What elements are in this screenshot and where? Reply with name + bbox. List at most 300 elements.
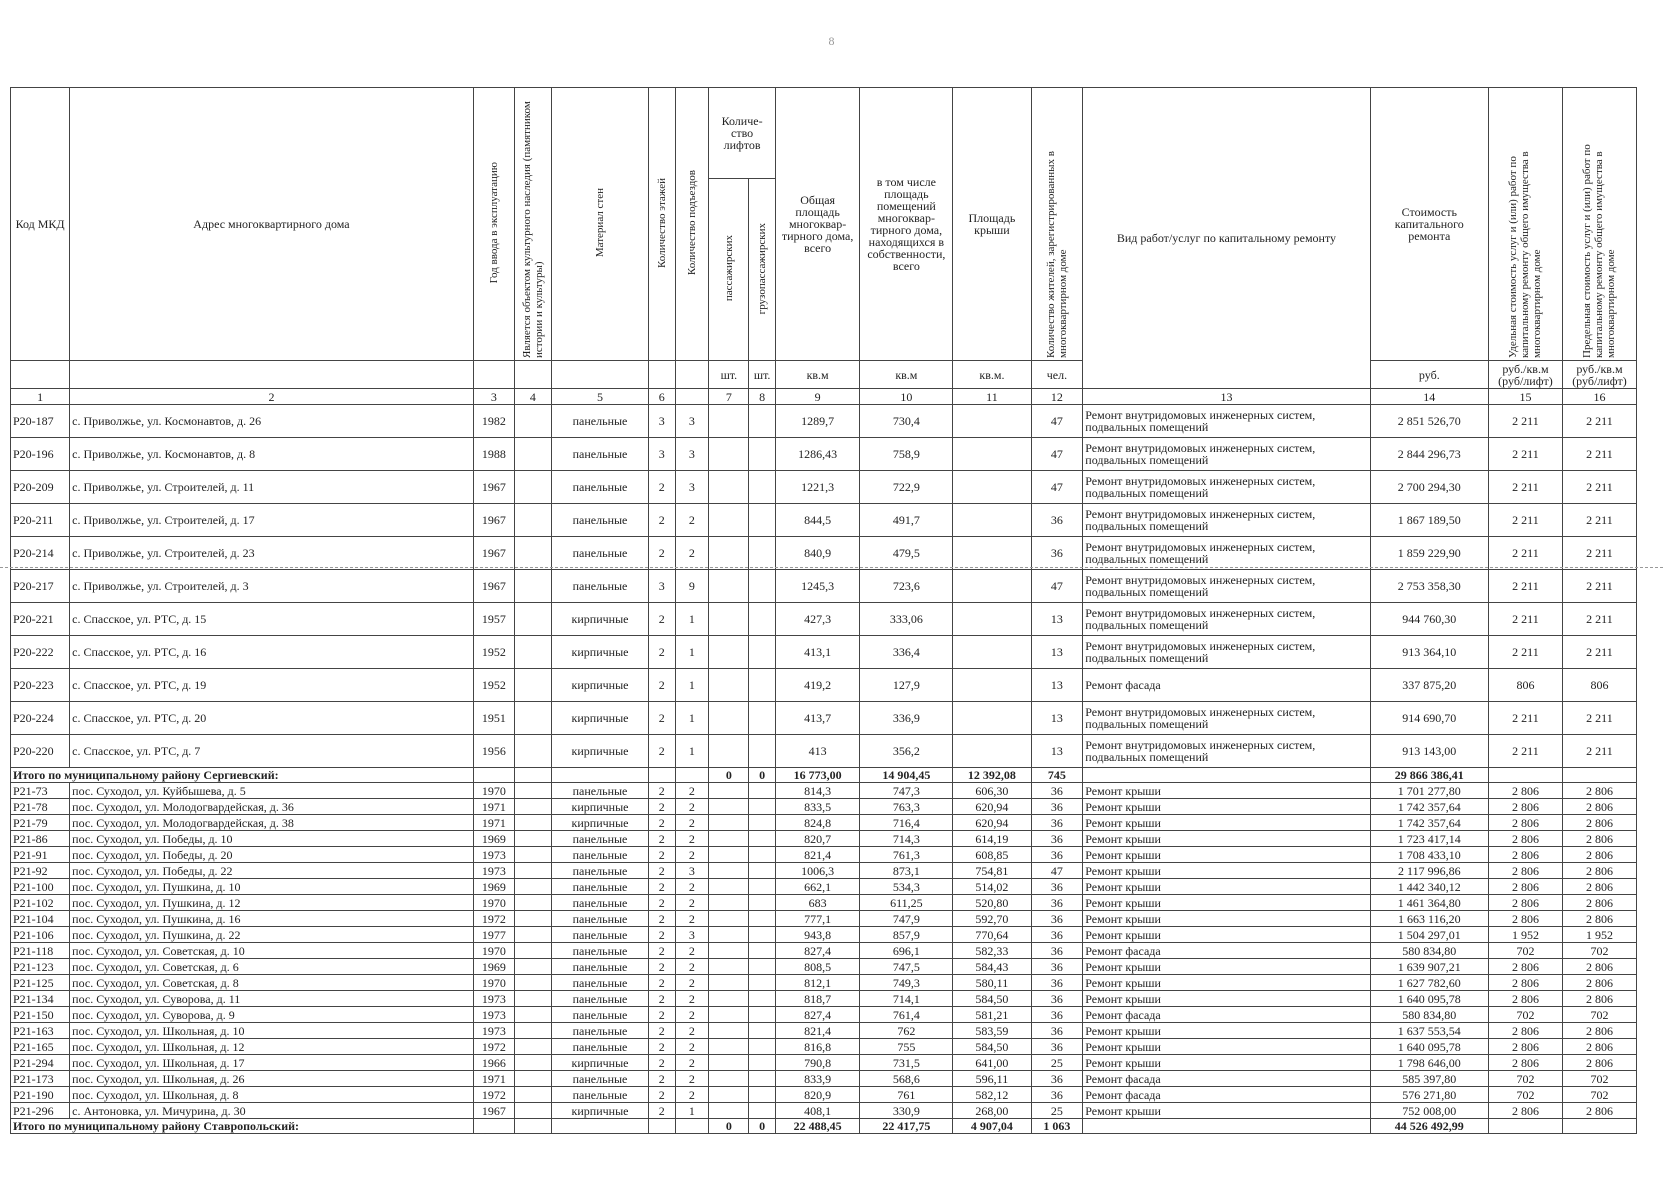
cell-roof-area: 268,00 bbox=[953, 1103, 1031, 1119]
cell-roof-area: 608,85 bbox=[953, 847, 1031, 863]
cell-residents: 36 bbox=[1031, 991, 1083, 1007]
cell-residents: 36 bbox=[1031, 537, 1083, 570]
cell-owned-area: 336,9 bbox=[860, 702, 953, 735]
cell-cost: 944 760,30 bbox=[1370, 603, 1488, 636]
cell-cargo-lifts bbox=[749, 1103, 775, 1119]
cell-year: 1969 bbox=[473, 879, 514, 895]
cell-year: 1970 bbox=[473, 783, 514, 799]
header-owned-area: в том числе площадь помещений многоквар-тирного дома, находящихся в собственности, всего bbox=[860, 88, 953, 361]
cell-entrances: 2 bbox=[675, 1071, 709, 1087]
total-empty bbox=[551, 768, 648, 783]
cell-heritage bbox=[514, 702, 551, 735]
cell-wall-material: панельные bbox=[551, 895, 648, 911]
cell-cost: 2 700 294,30 bbox=[1370, 471, 1488, 504]
table-row bbox=[11, 975, 1637, 991]
cell-work-type: Ремонт крыши bbox=[1083, 863, 1370, 879]
cell-heritage bbox=[514, 1007, 551, 1023]
cell-passenger-lifts bbox=[709, 438, 749, 471]
cell-entrances: 1 bbox=[675, 702, 709, 735]
cell-passenger-lifts bbox=[709, 1087, 749, 1103]
cell-code: Р21-91 bbox=[11, 847, 70, 863]
cell-passenger-lifts bbox=[709, 669, 749, 702]
column-number-row bbox=[11, 389, 1637, 405]
cell-code: Р20-187 bbox=[11, 405, 70, 438]
cell-cargo-lifts bbox=[749, 1055, 775, 1071]
cell-year: 1982 bbox=[473, 405, 514, 438]
cell-unit-cost: 2 211 bbox=[1488, 636, 1562, 669]
cell-work-type: Ремонт внутридомовых инженерных систем, подвальных помещений bbox=[1083, 537, 1370, 570]
cell-code: Р20-223 bbox=[11, 669, 70, 702]
cell-year: 1970 bbox=[473, 895, 514, 911]
total-row bbox=[11, 768, 1637, 783]
cell-work-type: Ремонт крыши bbox=[1083, 895, 1370, 911]
cell-residents: 47 bbox=[1031, 471, 1083, 504]
cell-passenger-lifts bbox=[709, 1039, 749, 1055]
cell-entrances: 2 bbox=[675, 975, 709, 991]
column-number: 3 bbox=[473, 389, 514, 405]
cell-passenger-lifts bbox=[709, 471, 749, 504]
cell-entrances: 3 bbox=[675, 863, 709, 879]
cell-cost: 1 798 646,00 bbox=[1370, 1055, 1488, 1071]
cell-owned-area: 356,2 bbox=[860, 735, 953, 768]
cell-limit-cost: 1 952 bbox=[1562, 927, 1636, 943]
cell-work-type: Ремонт внутридомовых инженерных систем, подвальных помещений bbox=[1083, 570, 1370, 603]
table-row bbox=[11, 405, 1637, 438]
cell-cost: 1 663 116,20 bbox=[1370, 911, 1488, 927]
cell-passenger-lifts bbox=[709, 636, 749, 669]
cell-year: 1973 bbox=[473, 991, 514, 1007]
cell-code: Р21-163 bbox=[11, 1023, 70, 1039]
cell-total-area: 683 bbox=[775, 895, 860, 911]
cell-cost: 1 867 189,50 bbox=[1370, 504, 1488, 537]
cell-residents: 13 bbox=[1031, 669, 1083, 702]
cell-passenger-lifts bbox=[709, 991, 749, 1007]
cell-cost: 2 844 296,73 bbox=[1370, 438, 1488, 471]
cell-address: с. Спасское, ул. РТС, д. 7 bbox=[70, 735, 474, 768]
header-unit-cost: Удельная стоимость услуг и (или) работ по капитальному ремонту общего имущества в многоквартирном доме bbox=[1507, 151, 1544, 358]
cell-work-type: Ремонт фасада bbox=[1083, 669, 1370, 702]
cell-unit-cost: 2 806 bbox=[1488, 879, 1562, 895]
cell-passenger-lifts bbox=[709, 702, 749, 735]
cell-unit-cost: 2 211 bbox=[1488, 471, 1562, 504]
cell-limit-cost: 2 806 bbox=[1562, 911, 1636, 927]
cell-year: 1988 bbox=[473, 438, 514, 471]
cell-cost: 1 859 229,90 bbox=[1370, 537, 1488, 570]
cell-work-type: Ремонт крыши bbox=[1083, 959, 1370, 975]
cell-heritage bbox=[514, 735, 551, 768]
column-number: 11 bbox=[953, 389, 1031, 405]
cell-entrances: 2 bbox=[675, 1023, 709, 1039]
cell-roof-area: 584,43 bbox=[953, 959, 1031, 975]
table-row bbox=[11, 1087, 1637, 1103]
cell-work-type: Ремонт внутридомовых инженерных систем, подвальных помещений bbox=[1083, 438, 1370, 471]
cell-roof-area bbox=[953, 570, 1031, 603]
cell-roof-area bbox=[953, 504, 1031, 537]
cell-year: 1952 bbox=[473, 669, 514, 702]
cell-cargo-lifts bbox=[749, 783, 775, 799]
cell-unit-cost: 2 806 bbox=[1488, 959, 1562, 975]
cell-cargo-lifts bbox=[749, 504, 775, 537]
cell-unit-cost: 2 211 bbox=[1488, 537, 1562, 570]
cell-year: 1967 bbox=[473, 471, 514, 504]
cell-total-area: 821,4 bbox=[775, 1023, 860, 1039]
cell-wall-material: кирпичные bbox=[551, 815, 648, 831]
cell-work-type: Ремонт крыши bbox=[1083, 991, 1370, 1007]
cell-address: пос. Суходол, ул. Молодогвардейская, д. 36 bbox=[70, 799, 474, 815]
cell-roof-area bbox=[953, 405, 1031, 438]
header-code: Код МКД bbox=[11, 88, 70, 361]
cell-address: пос. Суходол, ул. Советская, д. 6 bbox=[70, 959, 474, 975]
cell-floors: 2 bbox=[649, 735, 675, 768]
cell-heritage bbox=[514, 1103, 551, 1119]
cell-entrances: 2 bbox=[675, 943, 709, 959]
total-label: Итого по муниципальному району Ставропольский: bbox=[11, 1119, 474, 1134]
cell-code: Р21-190 bbox=[11, 1087, 70, 1103]
unit-limit-cost: руб./кв.м (руб/лифт) bbox=[1562, 361, 1636, 389]
cell-limit-cost: 2 806 bbox=[1562, 815, 1636, 831]
cell-entrances: 3 bbox=[675, 471, 709, 504]
cell-floors: 2 bbox=[649, 831, 675, 847]
column-number: 4 bbox=[514, 389, 551, 405]
cell-work-type: Ремонт крыши bbox=[1083, 831, 1370, 847]
cell-unit-cost: 2 806 bbox=[1488, 799, 1562, 815]
cell-wall-material: кирпичные bbox=[551, 603, 648, 636]
cell-roof-area bbox=[953, 471, 1031, 504]
cell-unit-cost: 2 211 bbox=[1488, 438, 1562, 471]
cell-floors: 2 bbox=[649, 927, 675, 943]
cell-heritage bbox=[514, 603, 551, 636]
column-number: 13 bbox=[1083, 389, 1370, 405]
cell-address: пос. Суходол, ул. Пушкина, д. 10 bbox=[70, 879, 474, 895]
cell-entrances: 2 bbox=[675, 1007, 709, 1023]
cell-wall-material: панельные bbox=[551, 863, 648, 879]
cell-wall-material: панельные bbox=[551, 783, 648, 799]
cell-wall-material: панельные bbox=[551, 943, 648, 959]
cell-total-area: 777,1 bbox=[775, 911, 860, 927]
unit-total-area: кв.м bbox=[775, 361, 860, 389]
cell-total-area: 808,5 bbox=[775, 959, 860, 975]
cell-address: с. Спасское, ул. РТС, д. 15 bbox=[70, 603, 474, 636]
cell-owned-area: 127,9 bbox=[860, 669, 953, 702]
cell-address: с. Спасское, ул. РТС, д. 20 bbox=[70, 702, 474, 735]
cell-heritage bbox=[514, 943, 551, 959]
cell-total-area: 1006,3 bbox=[775, 863, 860, 879]
cell-floors: 3 bbox=[649, 438, 675, 471]
unit-passenger: шт. bbox=[709, 361, 749, 389]
cell-address: пос. Суходол, ул. Куйбышева, д. 5 bbox=[70, 783, 474, 799]
cell-entrances: 2 bbox=[675, 831, 709, 847]
cell-total-area: 833,5 bbox=[775, 799, 860, 815]
scan-artifact-line bbox=[0, 567, 1663, 568]
cell-total-area: 820,9 bbox=[775, 1087, 860, 1103]
cell-unit-cost: 2 806 bbox=[1488, 991, 1562, 1007]
cell-passenger-lifts bbox=[709, 799, 749, 815]
cell-code: Р20-221 bbox=[11, 603, 70, 636]
cell-work-type: Ремонт крыши bbox=[1083, 1103, 1370, 1119]
cell-cargo-lifts bbox=[749, 895, 775, 911]
cell-unit-cost: 2 211 bbox=[1488, 603, 1562, 636]
table-row bbox=[11, 537, 1637, 570]
cell-floors: 2 bbox=[649, 1103, 675, 1119]
cell-cargo-lifts bbox=[749, 1039, 775, 1055]
cell-cost: 580 834,80 bbox=[1370, 943, 1488, 959]
cell-owned-area: 873,1 bbox=[860, 863, 953, 879]
unit-unit-cost: руб./кв.м (руб/лифт) bbox=[1488, 361, 1562, 389]
cell-entrances: 2 bbox=[675, 783, 709, 799]
cell-work-type: Ремонт крыши bbox=[1083, 879, 1370, 895]
cell-total-area: 827,4 bbox=[775, 943, 860, 959]
table-row bbox=[11, 570, 1637, 603]
cell-total-area: 413,7 bbox=[775, 702, 860, 735]
cell-total-area: 408,1 bbox=[775, 1103, 860, 1119]
cell-work-type: Ремонт крыши bbox=[1083, 975, 1370, 991]
cell-code: Р21-78 bbox=[11, 799, 70, 815]
cell-residents: 36 bbox=[1031, 895, 1083, 911]
cell-cargo-lifts bbox=[749, 975, 775, 991]
column-number: 7 bbox=[709, 389, 749, 405]
cell-roof-area: 580,11 bbox=[953, 975, 1031, 991]
cell-total-area: 1221,3 bbox=[775, 471, 860, 504]
total-total-area: 16 773,00 bbox=[775, 768, 860, 783]
cell-unit-cost: 702 bbox=[1488, 1087, 1562, 1103]
cell-year: 1972 bbox=[473, 1039, 514, 1055]
total-empty bbox=[1562, 1119, 1636, 1134]
cell-wall-material: панельные bbox=[551, 570, 648, 603]
cell-code: Р21-86 bbox=[11, 831, 70, 847]
cell-cargo-lifts bbox=[749, 1071, 775, 1087]
total-owned-area: 22 417,75 bbox=[860, 1119, 953, 1134]
cell-work-type: Ремонт внутридомовых инженерных систем, подвальных помещений bbox=[1083, 405, 1370, 438]
unit-residents: чел. bbox=[1031, 361, 1083, 389]
cell-total-area: 427,3 bbox=[775, 603, 860, 636]
cell-residents: 36 bbox=[1031, 799, 1083, 815]
cell-cost: 913 143,00 bbox=[1370, 735, 1488, 768]
cell-entrances: 1 bbox=[675, 669, 709, 702]
cell-code: Р20-209 bbox=[11, 471, 70, 504]
cell-entrances: 9 bbox=[675, 570, 709, 603]
cell-year: 1973 bbox=[473, 1007, 514, 1023]
cell-address: с. Приволжье, ул. Строителей, д. 3 bbox=[70, 570, 474, 603]
cell-floors: 2 bbox=[649, 863, 675, 879]
cell-unit-cost: 702 bbox=[1488, 1071, 1562, 1087]
cell-limit-cost: 2 806 bbox=[1562, 975, 1636, 991]
cell-unit-cost: 702 bbox=[1488, 1007, 1562, 1023]
cell-entrances: 2 bbox=[675, 991, 709, 1007]
cell-unit-cost: 2 211 bbox=[1488, 504, 1562, 537]
total-cargo-lifts: 0 bbox=[749, 1119, 775, 1134]
column-number: 12 bbox=[1031, 389, 1083, 405]
cell-residents: 13 bbox=[1031, 636, 1083, 669]
cell-roof-area: 641,00 bbox=[953, 1055, 1031, 1071]
cell-passenger-lifts bbox=[709, 405, 749, 438]
cell-owned-area: 723,6 bbox=[860, 570, 953, 603]
column-number bbox=[675, 389, 709, 405]
cell-total-area: 824,8 bbox=[775, 815, 860, 831]
cell-roof-area bbox=[953, 603, 1031, 636]
cell-work-type: Ремонт крыши bbox=[1083, 911, 1370, 927]
total-passenger-lifts: 0 bbox=[709, 1119, 749, 1134]
cell-passenger-lifts bbox=[709, 911, 749, 927]
header-year: Год ввода в эксплуатацию bbox=[487, 162, 500, 284]
cell-address: с. Антоновка, ул. Мичурина, д. 30 bbox=[70, 1103, 474, 1119]
cell-cargo-lifts bbox=[749, 702, 775, 735]
cell-heritage bbox=[514, 1071, 551, 1087]
cell-heritage bbox=[514, 1023, 551, 1039]
cell-cost: 1 742 357,64 bbox=[1370, 815, 1488, 831]
cell-wall-material: кирпичные bbox=[551, 1103, 648, 1119]
cell-roof-area bbox=[953, 438, 1031, 471]
cell-cost: 1 708 433,10 bbox=[1370, 847, 1488, 863]
table-row bbox=[11, 831, 1637, 847]
cell-year: 1973 bbox=[473, 1023, 514, 1039]
cell-total-area: 833,9 bbox=[775, 1071, 860, 1087]
cell-entrances: 2 bbox=[675, 847, 709, 863]
cell-address: с. Приволжье, ул. Строителей, д. 17 bbox=[70, 504, 474, 537]
cell-work-type: Ремонт внутридомовых инженерных систем, подвальных помещений bbox=[1083, 735, 1370, 768]
total-cargo-lifts: 0 bbox=[749, 768, 775, 783]
cell-unit-cost: 702 bbox=[1488, 943, 1562, 959]
cell-address: с. Приволжье, ул. Космонавтов, д. 8 bbox=[70, 438, 474, 471]
cell-heritage bbox=[514, 991, 551, 1007]
cell-work-type: Ремонт крыши bbox=[1083, 847, 1370, 863]
cell-roof-area: 620,94 bbox=[953, 815, 1031, 831]
cell-code: Р20-222 bbox=[11, 636, 70, 669]
cell-address: пос. Суходол, ул. Победы, д. 10 bbox=[70, 831, 474, 847]
table-row bbox=[11, 702, 1637, 735]
cell-cost: 914 690,70 bbox=[1370, 702, 1488, 735]
cell-floors: 2 bbox=[649, 1087, 675, 1103]
cell-entrances: 2 bbox=[675, 504, 709, 537]
cell-passenger-lifts bbox=[709, 847, 749, 863]
cell-total-area: 790,8 bbox=[775, 1055, 860, 1071]
cell-entrances: 1 bbox=[675, 636, 709, 669]
cell-owned-area: 762 bbox=[860, 1023, 953, 1039]
cell-roof-area bbox=[953, 636, 1031, 669]
cell-roof-area: 583,59 bbox=[953, 1023, 1031, 1039]
table-row bbox=[11, 504, 1637, 537]
table-row bbox=[11, 636, 1637, 669]
cell-year: 1966 bbox=[473, 1055, 514, 1071]
cell-total-area: 844,5 bbox=[775, 504, 860, 537]
total-roof-area: 12 392,08 bbox=[953, 768, 1031, 783]
cell-code: Р21-92 bbox=[11, 863, 70, 879]
cell-total-area: 827,4 bbox=[775, 1007, 860, 1023]
cell-residents: 36 bbox=[1031, 943, 1083, 959]
total-empty bbox=[1488, 1119, 1562, 1134]
column-number: 15 bbox=[1488, 389, 1562, 405]
column-number: 5 bbox=[551, 389, 648, 405]
cell-cost: 2 851 526,70 bbox=[1370, 405, 1488, 438]
cell-unit-cost: 2 806 bbox=[1488, 1039, 1562, 1055]
cell-passenger-lifts bbox=[709, 1023, 749, 1039]
cell-entrances: 2 bbox=[675, 959, 709, 975]
cell-wall-material: панельные bbox=[551, 975, 648, 991]
header-residents: Количество жителей, зарегистрированных в многоквартирном доме bbox=[1044, 151, 1069, 358]
cell-owned-area: 534,3 bbox=[860, 879, 953, 895]
cell-floors: 2 bbox=[649, 959, 675, 975]
header-total-area: Общая площадь многоквар-тирного дома, всего bbox=[775, 88, 860, 361]
cell-floors: 2 bbox=[649, 669, 675, 702]
header-cost: Стоимость капитального ремонта bbox=[1370, 88, 1488, 361]
cell-address: пос. Суходол, ул. Школьная, д. 26 bbox=[70, 1071, 474, 1087]
cell-roof-area: 614,19 bbox=[953, 831, 1031, 847]
cell-wall-material: панельные bbox=[551, 471, 648, 504]
cell-cargo-lifts bbox=[749, 991, 775, 1007]
cell-limit-cost: 2 806 bbox=[1562, 991, 1636, 1007]
table-row bbox=[11, 879, 1637, 895]
cell-owned-area: 568,6 bbox=[860, 1071, 953, 1087]
cell-total-area: 820,7 bbox=[775, 831, 860, 847]
total-empty bbox=[649, 1119, 675, 1134]
cell-residents: 36 bbox=[1031, 975, 1083, 991]
cell-passenger-lifts bbox=[709, 879, 749, 895]
cell-year: 1970 bbox=[473, 943, 514, 959]
cell-cost: 1 461 364,80 bbox=[1370, 895, 1488, 911]
cell-residents: 36 bbox=[1031, 815, 1083, 831]
cell-wall-material: кирпичные bbox=[551, 735, 648, 768]
total-label: Итого по муниципальному району Сергиевский: bbox=[11, 768, 474, 783]
cell-entrances: 2 bbox=[675, 1039, 709, 1055]
cell-year: 1967 bbox=[473, 1103, 514, 1119]
cell-owned-area: 761 bbox=[860, 1087, 953, 1103]
cell-limit-cost: 2 211 bbox=[1562, 405, 1636, 438]
total-empty bbox=[473, 1119, 514, 1134]
total-empty bbox=[1488, 768, 1562, 783]
cell-unit-cost: 2 211 bbox=[1488, 702, 1562, 735]
cell-limit-cost: 2 806 bbox=[1562, 879, 1636, 895]
cell-passenger-lifts bbox=[709, 1007, 749, 1023]
cell-code: Р21-100 bbox=[11, 879, 70, 895]
cell-owned-area: 330,9 bbox=[860, 1103, 953, 1119]
column-number: 9 bbox=[775, 389, 860, 405]
cell-floors: 2 bbox=[649, 1023, 675, 1039]
header-limit-cost: Предельная стоимость услуг и (или) работ по капитальному ремонту общего имущества в многоквартирном доме bbox=[1581, 144, 1618, 358]
cell-owned-area: 336,4 bbox=[860, 636, 953, 669]
cell-cargo-lifts bbox=[749, 911, 775, 927]
cell-residents: 36 bbox=[1031, 504, 1083, 537]
cell-year: 1952 bbox=[473, 636, 514, 669]
cell-floors: 2 bbox=[649, 636, 675, 669]
cell-floors: 2 bbox=[649, 603, 675, 636]
cell-owned-area: 722,9 bbox=[860, 471, 953, 504]
cell-code: Р21-296 bbox=[11, 1103, 70, 1119]
cell-total-area: 816,8 bbox=[775, 1039, 860, 1055]
cell-heritage bbox=[514, 636, 551, 669]
table-row bbox=[11, 783, 1637, 799]
cell-limit-cost: 2 211 bbox=[1562, 702, 1636, 735]
cell-unit-cost: 2 806 bbox=[1488, 1055, 1562, 1071]
table-row bbox=[11, 471, 1637, 504]
table-row bbox=[11, 847, 1637, 863]
cell-cost: 2 753 358,30 bbox=[1370, 570, 1488, 603]
cell-heritage bbox=[514, 879, 551, 895]
cell-residents: 36 bbox=[1031, 847, 1083, 863]
cell-owned-area: 714,1 bbox=[860, 991, 953, 1007]
cell-heritage bbox=[514, 895, 551, 911]
cell-total-area: 1289,7 bbox=[775, 405, 860, 438]
cell-total-area: 413 bbox=[775, 735, 860, 768]
cell-residents: 36 bbox=[1031, 879, 1083, 895]
cell-entrances: 2 bbox=[675, 879, 709, 895]
cell-residents: 13 bbox=[1031, 603, 1083, 636]
cell-floors: 2 bbox=[649, 1039, 675, 1055]
cell-cargo-lifts bbox=[749, 471, 775, 504]
cell-wall-material: панельные bbox=[551, 831, 648, 847]
cell-unit-cost: 1 952 bbox=[1488, 927, 1562, 943]
cell-total-area: 1245,3 bbox=[775, 570, 860, 603]
cell-entrances: 2 bbox=[675, 1055, 709, 1071]
cell-limit-cost: 2 806 bbox=[1562, 1039, 1636, 1055]
